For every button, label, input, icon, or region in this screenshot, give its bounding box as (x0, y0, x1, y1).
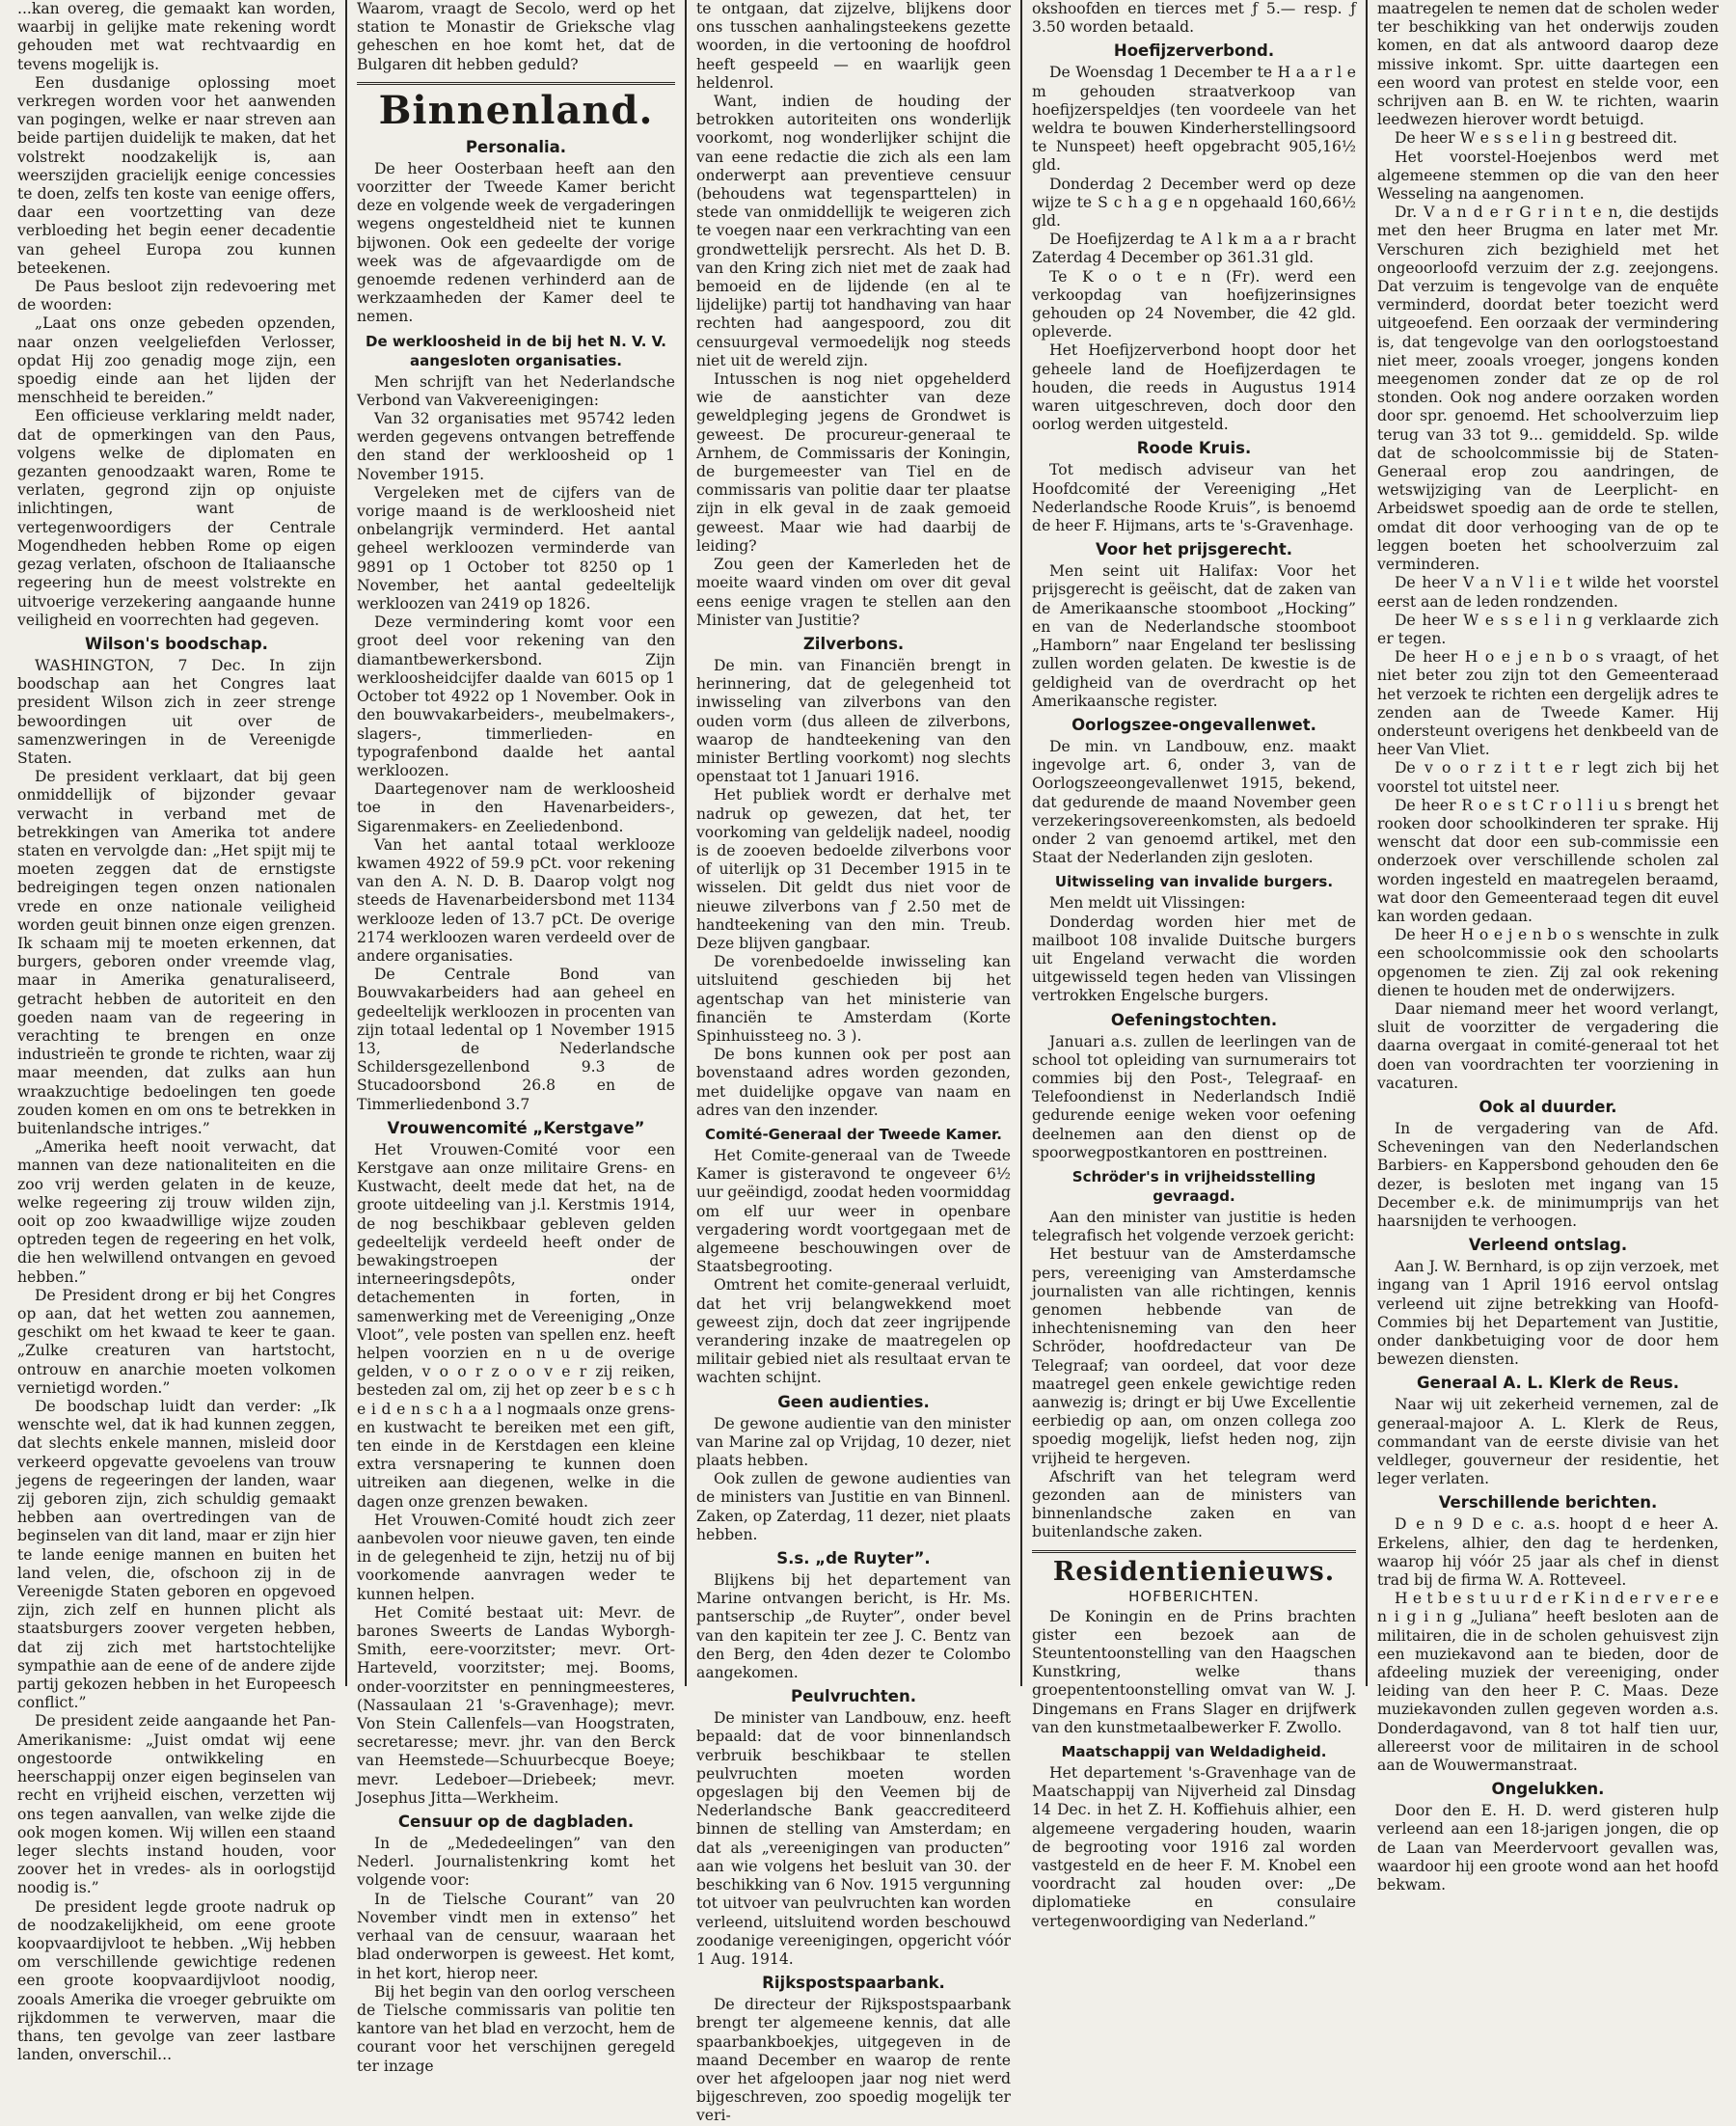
paragraph: De gewone audientie van den minister van Marine zal op Vrijdag, 10 dezer, niet plaats hebben. (696, 1414, 1011, 1470)
paragraph: Het departement 's-Gravenhage van de Maatschappij van Nijverheid zal Dinsdag 14 Dec. in het Z. H. Koffiehuis alhier, een algemeene vergadering houden, waarin de begrooting voor 1916 zal worden vastgesteld en de heer F. M. Knobel een voordracht zal houden over: „De diplomatieke en consulaire vertegenwoordiging van Nederland.” (1032, 1764, 1356, 1930)
paragraph: De president zeide aangaande het Pan-Amerikanisme: „Juist omdat wij eene ongestoorde ontwikkeling en heerschappij onzer eigen beginselen van recht en vrijheid eischen, verzetten wij ons tegen aanvallen, van welke zijde die ook mogen komen. Wij willen een staand leger slechts instand houden, voor zoover het in vredes- als in oorlogstijd noodig is.” (17, 1712, 336, 1897)
paragraph: Bij het begin van den oorlog verscheen de Tielsche commissaris van politie ten kantore van het blad en verzocht, hem de courant voor het verschijnen geregeld ter inzage (357, 1982, 675, 2075)
paragraph: De heer Oosterbaan heeft aan den voorzitter der Tweede Kamer bericht deze en volgende week de vergaderingen wegens ongesteldheid niet te kunnen bijwonen. Ook een gedeelte der vorige week was de afgevaardigde om de genoemde redenen verhinderd aan de werkzaamheden der Kamer deel te nemen. (357, 159, 675, 326)
subsection-label: HOFBERICHTEN. (1128, 1587, 1260, 1605)
paragraph: Het Vrouwen-Comité houdt zich zeer aanbevolen voor nieuwe gaven, ten einde in de gelegenheid te zijn, hetzij nu of bij voorkomende aanvragen weder te kunnen helpen. (357, 1511, 675, 1603)
paragraph: De minister van Landbouw, enz. heeft bepaald: dat de voor binnenlandsch verbruik beschikbaar te stellen peulvruchten moeten worden opgeslagen bij den Veemen bij de Nederlandsche Bank geaccrediteerd binnen de stelling van Amsterdam; en dat als „vereenigingen van producten” aan wie volgens het besluit van 30. der beschikking van 6 Nov. 1915 vergunning tot uitvoer van peulvruchten kan worden verleend, uitsluitend worden beschouwd zoodanige vereenigingen, opgericht vóór 1 Aug. 1914. (696, 1709, 1011, 1968)
paragraph: Het publiek wordt er derhalve met nadruk op gewezen, dat het, ter voorkoming van geldelijk nadeel, noodig is de zooeven bedoelde zilverbons voor of uiterlijk op 31 December 1915 in te wisselen. Dit geldt dus niet voor de nieuwe zilverbons van ƒ 2.50 met de handteekening van den min. Treub. Deze blijven gangbaar. (696, 786, 1011, 952)
paragraph: De heer H o e j e n b o s vraagt, of het niet beter zou zijn tot den Gemeenteraad het verzoek te richten een dergelijk adres te zenden aan de Tweede Kamer. Hij ondersteunt overigens het denkbeeld van de heer Van Vliet. (1377, 648, 1719, 759)
paragraph: De President drong er bij het Congres op aan, dat het wetten zou aannemen, geschikt om het kwaad te keer te gaan. „Zulke creaturen van hartstocht, ontrouw en anarchie moeten volkomen vernietigd worden.” (17, 1286, 336, 1397)
section-heading: Peulvruchten. (791, 1687, 916, 1706)
paragraph: Men meldt uit Vlissingen: (1049, 894, 1246, 913)
paragraph: WASHINGTON, 7 Dec. In zijn boodschap aan het Congres laat president Wilson zich in zeer strenge bewoordingen uit over de samenzweringen in de Vereenigde Staten. (17, 656, 336, 767)
paragraph: Door den E. H. D. werd gisteren hulp verleend aan een 18-jarigen jongen, die op de Laan van Meerdervoort gevallen was, waardoor hij een groote wond aan het hoofd bekwam. (1377, 1802, 1719, 1894)
paragraph: te ontgaan, dat zijzelve, blijkens door ons tusschen aanhalingsteekens gezette woorden, in die vertooning de hoofdrol heeft gespeeld — en waarlijk geen heldenrol. (696, 0, 1011, 92)
paragraph: Het bestuur van de Amsterdamsche pers, vereeniging van Amsterdamsche journalisten van alle richtingen, kennis genomen hebbende van de inhechtenisneming van den heer Schröder, hoofdredacteur van De Telegraaf; van oordeel, dat voor deze maatregel geen enkele gewichtige reden aanwezig is; dringt er bij Uwe Excellentie eerbiedig op aan, om onzen collega zoo spoedig mogelijk, liefst heden nog, zijn vrijheid te hergeven. (1032, 1245, 1356, 1467)
paragraph: Zou geen der Kamerleden het de moeite waard vinden om over dit geval eens eenige vragen te stellen aan den Minister van Justitie? (696, 556, 1011, 629)
paragraph: In de vergadering van de Afd. Scheveningen van den Nederlandschen Barbiers- en Kappersbond gehouden den 6e dezer, is besloten met ingang van 15 December e.k. de minimumprijs van het haarsnijden te verhoogen. (1377, 1119, 1719, 1230)
paragraph: Het voorstel-Hoejenbos werd met algemeene stemmen op die van den heer Wesseling na aangenomen. (1377, 148, 1719, 204)
paragraph: Waarom, vraagt de Secolo, werd op het station te Monastir de Grieksche vlag geheschen en hoe komt het, dat de Bulgaren dit hebben geduld? (357, 0, 675, 73)
paragraph: Van het aantal totaal werklooze kwamen 4922 of 59.9 pCt. voor rekening van den A. N. D. B. Daarop volgt nog steeds de Havenarbeidersbond met 1134 werklooze leden of 13.7 pCt. De overige 2174 werkloozen waren verdeeld over de andere organisaties. (357, 835, 675, 965)
section-heading: Ook al duurder. (1478, 1097, 1617, 1116)
paragraph: Het Vrouwen-Comité voor een Kerstgave aan onze militaire Grens- en Kustwacht, deelt mede dat het, na de groote uitdeeling van j.l. Kerstmis 1914, de nog beschikbaar gebleven gelden gedeeltelijk verdeeld heeft onder de bewakingstroepen der interneeringsdepôts, onder detachementen in forten, in samenwerking met de Vereeniging „Onze Vloot”, vele posten van spellen enz. heeft helpen voorzien en n u de overige gelden, v o o r z o o v e r zij reiken, besteden zal om, zij het op zeer b e s c h e i d e n s c h a a l nogmaals onze grens- en kustwacht te bereiken met een gift, ten einde in de Kerstdagen een kleine extra versnapering te kunnen doen uitreiken aan diegenen, welke in die dagen onze grenzen bewaken. (357, 1140, 675, 1511)
paragraph: Donderdag 2 December werd op deze wijze te S c h a g e n opgehaald 160,66½ gld. (1032, 175, 1356, 231)
paragraph: Het Hoefijzerverbond hoopt door het geheele land de Hoefijzerdagen te houden, die reeds in Augustus 1914 waren uitgeschreven, doch door den oorlog werden uitgesteld. (1032, 341, 1356, 434)
paragraph: ...kan overeg, die gemaakt kan worden, waarbij in gelijke mate rekening wordt gehouden met wat rechtvaardig en tevens mogelijk is. (17, 0, 336, 73)
paragraph: Vergeleken met de cijfers van de vorige maand is de werkloosheid niet onbelangrijk verminderd. Het aantal geheel werkloozen verminderde van 9891 op 1 October tot 8250 op 1 November, het aantal gedeeltelijk werkloozen van 2419 op 1826. (357, 483, 675, 613)
section-heading: Schröder's in vrijheidsstelling gevraagd. (1071, 1167, 1316, 1205)
paragraph: D e n 9 D e c. a.s. hoopt d e heer A. Erkelens, alhier, den dag te herdenken, waarop hij vóór 25 jaar als chef in dienst trad bij de firma W. A. Rotteveel. (1377, 1515, 1719, 1590)
paragraph: Daartegenover nam de werkloosheid toe in den Havenarbeiders-, Sigarenmakers- en Zeeliedenbond. (357, 780, 675, 835)
paragraph: De president legde groote nadruk op de noodzakelijkheid, om eene groote koopvaardijvloot te hebben. „Wij hebben om verschillende gewichtige redenen een groote koopvaardijvloot noodig, zooals Amerika die vroeger gebruikte om rijkdommen te verwerven, maar die thans, ten gevolge van zeer lastbare landen, onverschil... (17, 1897, 336, 2064)
section-heading: Personalia. (465, 137, 567, 156)
section-heading: Geen audienties. (777, 1392, 930, 1411)
paragraph: „Laat ons onze gebeden opzenden, naar onzen veelgeliefden Verlosser, opdat Hij zoo genadig moge zijn, een spoedig einde aan het lijden der menschheid te bereiden.” (17, 314, 336, 407)
paragraph: Aan den minister van justitie is heden telegrafisch het volgende verzoek gericht: (1032, 1208, 1356, 1245)
section-heading: Zilverbons. (802, 634, 905, 653)
paragraph: De Paus besloot zijn redevoering met de woorden: (17, 278, 336, 314)
paragraph: Daar niemand meer het woord verlangt, sluit de voorzitter de vergadering die daarna overgaat in comité-generaal tot het doen van voordrachten ter voorziening in vacaturen. (1377, 999, 1719, 1092)
paragraph: De vorenbedoelde inwisseling kan uitsluitend geschieden bij het agentschap van het ministerie van financiën te Amsterdam (Korte Spinhuissteeg no. 3 ). (696, 953, 1011, 1045)
paragraph: Naar wij uit zekerheid vernemen, zal de generaal-majoor A. L. Klerk de Reus, commandant van de eerste divisie van het veldleger, gouverneur der residentie, het leger verlaten. (1377, 1396, 1719, 1488)
paragraph: Een dusdanige oplossing moet verkregen worden voor het aanwenden van pogingen, welke er naar streven aan beide partijen duidelijk te maken, dat het volstrekt noodzakelijk is, aan weerszijden gracielijk eenige concessies te doen, zelfs ten koste van eenige offers, daar een voortzetting van deze verbloeding het begin eener decadentie van geheel Europa zou kunnen beteekenen. (17, 73, 336, 277)
paragraph: Van 32 organisaties met 95742 leden werden gegevens ontvangen betreffende den stand der werkloosheid op 1 November 1915. (357, 410, 675, 483)
paragraph: Donderdag worden hier met de mailboot 108 invalide Duitsche burgers uit Engeland verwacht die worden uitgewisseld tegen heden van Vlissingen vertrokken Engelsche burgers. (1032, 913, 1356, 1005)
paragraph: Januari a.s. zullen de leerlingen van de school tot opleiding van surnumerairs tot commies bij den Post-, Telegraaf- en Telefoondienst in Nederlandsch Indië gedurende eenige weken voor oefening deelnemen aan den dienst op de spoorwegpostkantoren en posttreinen. (1032, 1032, 1356, 1161)
paragraph: De heer W e s s e l i n g bestreed dit. (1395, 129, 1678, 148)
paragraph: Blijkens bij het departement van Marine ontvangen bericht, is Hr. Ms. pantserschip „de Ruyter”, onder bevel van den kapitein ter zee J. C. Bentz van den Berg, den 4den dezer te Colombo aangekomen. (696, 1571, 1011, 1682)
section-heading: Wilson's boodschap. (85, 634, 268, 653)
section-heading: Hoefijzerverbond. (1113, 41, 1275, 61)
paragraph: maatregelen te nemen dat de scholen weder ter beschikking van het onderwijs zouden komen, en dat als antwoord daarop deze missive inkomt. Spr. uitte daartegen een een woord van protest en stelde voor, een schrijven aan B. en W. te richten, waarin leedwezen hierover wordt betuigd. (1377, 0, 1719, 129)
paragraph: In de Tielsche Courant” van 20 November vindt men in extenso” het verhaal van de censuur, waaraan het blad onderworpen is geweest. Het komt, in het kort, hierop neer. (357, 1890, 675, 1982)
paragraph: De Koningin en de Prins brachten gister een bezoek aan de Steuntentoonstelling van den Haagschen Kunstkring, welke thans groepententoonstelling omvat van W. J. Dingemans en Frans Slager en drijfwerk van den kunstmetaalbewerker F. Zwollo. (1032, 1607, 1356, 1736)
column-5 (1368, 0, 1728, 1894)
paragraph: Een officieuse verklaring meldt nader, dat de opmerkingen van den Paus, volgens welke de diplomaten en gezanten genoodzaakt waren, Rome te verlaten, gegrond zijn op onjuiste inlichtingen, want de vertegenwoordigers der Centrale Mogendheden hebben Rome op eigen gezag verlaten, ofschoon de Italiaansche regeering hun de meest volstrekte en uitvoerige verzekering aangaande hunne veiligheid en voorrechten had gegeven. (17, 407, 336, 629)
section-heading: Verschillende berichten. (1438, 1493, 1658, 1513)
column-4 (1022, 0, 1368, 1930)
column-3 (687, 0, 1022, 2125)
paragraph: Aan J. W. Bernhard, is op zijn verzoek, met ingang van 1 April 1916 eervol ontslag verleend uit zijne betrekking van Hoofd-Commies bij het Departement van Justitie, onder dankbetuiging voor de door hem bewezen diensten. (1377, 1258, 1719, 1369)
paragraph: Omtrent het comite-generaal verluidt, dat het vrij belangwekkend moet geweest zijn, doch dat zeer ingrijpende verandering inzake de maatregelen op militair gebied niet als resultaat ervan te wachten schijnt. (696, 1276, 1011, 1387)
paragraph: „Amerika heeft nooit verwacht, dat mannen van deze nationaliteiten en die zoo vrij werden gelaten in de keuze, welke regeering zij trouw wilden zijn, ooit op zoo kwaadwillige wijze zouden optreden tegen de regeering en het volk, die hen welwillend ontvangen en gevoed hebben.” (17, 1138, 336, 1286)
paragraph: Men seint uit Halifax: Voor het prijsgerecht is geëischt, dat de zaken van de Amerikaansche stoomboot „Hocking” en van de Nederlandsche stoomboot „Hamborn” naar Engeland ter beslissing zullen worden gelaten. De kwestie is de geldigheid van de overdracht op het Amerikaansche register. (1032, 562, 1356, 710)
paragraph: In de „Mededeelingen” van den Nederl. Journalistenkring komt het volgende voor: (357, 1835, 675, 1890)
paragraph: De heer W e s s e l i n g verklaarde zich er tegen. (1377, 611, 1719, 647)
paragraph: Intusschen is nog niet opgehelderd wie de aanstichter van deze geweldpleging jegens de Grondwet is geweest. De procureur-generaal te Arnhem, de Commissaris der Koningin, de burgemeester van Tiel en de commissaris van politie daar ter plaatse zijn in elk geval in de zaak gemoeid geweest. Maar wie had daarbij de leiding? (696, 370, 1011, 555)
paragraph: Afschrift van het telegram werd gezonden aan de ministers van binnenlandsche zaken en van buitenlandsche zaken. (1032, 1467, 1356, 1541)
paragraph: De boodschap luidt dan verder: „Ik wenschte wel, dat ik had kunnen zeggen, dat slechts enkele mannen, misleid door verkeerd opgevatte gevoelens van trouw jegens de regeeringen der landen, waar zij geboren zijn, zich schuldig gemaakt hebben aan overtredingen van de beginselen van dit land, maar er zijn hier te lande eenige mannen en buiten het land velen, die, ofschoon zij in de Vereenigde Staten geboren en opgevoed zijn, zich zelf en hunnen plicht als staatsburgers zoover vergeten hebben, dat zij zich met hartstochtelijke sympathie aan de eene of de andere zijde partij gekozen hebben in het Europeesch conflict.” (17, 1398, 336, 1712)
section-heading: Oorlogszee-ongevallenwet. (1071, 715, 1316, 734)
section-heading: Maatschappij van Weldadigheid. (1061, 1743, 1327, 1761)
section-heading: Censuur op de dagbladen. (397, 1813, 635, 1832)
section-heading: Ongelukken. (1491, 1780, 1605, 1799)
section-heading: Oefeningstochten. (1110, 1010, 1278, 1029)
column-2 (347, 0, 687, 2075)
paragraph: Dr. V a n d e r G r i n t e n, die destijds met den heer Brugma en later met Mr. Verschuren zich bezighield met het ongeoorloofd verzuim der z.g. zeejongens. Dat verzuim is tengevolge van de enquête verminderd, doordat beter toezicht werd uitgeoefend. Een oorzaak der vermindering is, dat tengevolge van den oorlogstoestand niet meer, zooals vroeger, jongens konden meegenomen zonder dat ze op de rol stonden. Ook nog andere oorzaken worden door spr. genoemd. Het schoolverzuim liep terug van 33 tot 9... gemiddeld. Sp. wilde dat de schoolcommissie bij de Staten-Generaal erop zou aandringen, de wetswijziging van de Leerplicht- en Arbeidswet spoedig aan de orde te stellen, omdat dit door verhooging van de op te leggen boeten het schoolverzuim zal verminderen. (1377, 204, 1719, 574)
paragraph: Ook zullen de gewone audienties van de ministers van Justitie en van Binnenl. Zaken, op Zaterdag, 11 dezer, niet plaats hebben. (696, 1470, 1011, 1543)
section-heading: Verleend ontslag. (1468, 1236, 1628, 1255)
paragraph: De directeur der Rijkspostspaarbank brengt ter algemeene kennis, dat alle spaarbankboekjes, uitgegeven in de maand December en waarop de rente over het afgeloopen jaar nog niet werd bijgeschreven, zoo spoedig mogelijk ter veri- (696, 1996, 1011, 2125)
section-heading: Roode Kruis. (1136, 439, 1252, 458)
section-heading: Rijkspostspaarbank. (762, 1974, 945, 1993)
section-masthead-residentienieuws: Residentienieuws. (1032, 1550, 1356, 1588)
paragraph: De heer H o e j e n b o s wenschte in zulk een schoolcommissie ook den schoolarts opgenomen te zien. Zij zal ook rekening dienen te houden met de onderwijzers. (1377, 926, 1719, 999)
section-heading: S.s. „de Ruyter”. (776, 1549, 931, 1568)
paragraph: Het Comite-generaal van de Tweede Kamer is gisteravond te ongeveer 6½ uur geëindigd, zoodat heden voormiddag om elf uur weer in openbare vergadering wordt voortgegaan met de algemeene beschouwingen over de Staatsbegrooting. (696, 1146, 1011, 1276)
column-1 (8, 0, 347, 2064)
section-heading: De werkloosheid in de bij het N. V. V. aangesloten organisaties. (366, 332, 666, 369)
paragraph: Deze vermindering komt voor een groot deel voor rekening van den diamantbewerkersbond. Zijn werkloosheidcijfer daalde van 6015 op 1 October tot 4922 op 1 November. Ook in den bouwvakarbeiders-, meubelmakers-, slagers-, timmerlieden- en typografenbond daalde het aantal werkloozen. (357, 613, 675, 779)
section-heading: Voor het prijsgerecht. (1095, 540, 1293, 559)
paragraph: De min. van Financiën brengt in herinnering, dat de gelegenheid tot inwisseling van zilverbons van den ouden vorm (dus alleen de zilverbons, waarop de handteekening van den minister Bertling voorkomt) nog slechts openstaat tot 1 Januari 1916. (696, 656, 1011, 786)
section-heading: Comité-Generaal der Tweede Kamer. (705, 1125, 1002, 1143)
paragraph: Tot medisch adviseur van het Hoofdcomité der Vereeniging „Het Nederlandsche Roode Kruis”, is benoemd de heer F. Hijmans, arts te 's-Gravenhage. (1032, 461, 1356, 535)
paragraph: De Hoefijzerdag te A l k m a a r bracht Zaterdag 4 December op 361.31 gld. (1032, 231, 1356, 267)
paragraph: De heer V a n V l i e t wilde het voorstel eerst aan de leden rondzenden. (1377, 574, 1719, 611)
paragraph: Te K o o t e n (Fr). werd een verkoopdag van hoefijzerinsignes gehouden op 24 November, die 42 gld. opleverde. (1032, 267, 1356, 341)
section-heading: Generaal A. L. Klerk de Reus. (1416, 1374, 1680, 1393)
paragraph: Want, indien de houding der betrokken autoriteiten ons wonderlijk voorkomt, nog wonderlijker schijnt die van eene redactie die zich als een lam onderwerpt aan preventieve censuur (behoudens wat tegensparttelen) in stede van onmiddellijk te weigeren zich te voegen naar een verkrachting van een grondwettelijk persrecht. Als het D. B. van den Kring zich niet met de zaak had bemoeid en de lijdende (en al te lijdelijke) partij tot handhaving van haar rechten had aangespoord, zou dit censuurgeval vermoedelijk nog steeds niet uit de wereld zijn. (696, 93, 1011, 369)
paragraph: De bons kunnen ook per post aan bovenstaand adres worden gezonden, met duidelijke opgave van naam en adres van den inzender. (696, 1046, 1011, 1119)
paragraph: Men schrijft van het Nederlandsche Verbond van Vakvereenigingen: (357, 372, 675, 409)
paragraph: H e t b e s t u u r d e r K i n d e r v e r e e n i g i n g „Juliana” heeft besloten aan de militairen, die in de scholen gehuisvest zijn een muziekavond aan te bieden, door de afdeeling muziek der vereeniging, onder leiding van den heer P. C. Maas. Deze muziekavonden zullen gegeven worden a.s. Donderdagavond, van 8 tot half tien uur, allereerst voor de militairen in de school aan de Wouwermanstraat. (1377, 1590, 1719, 1775)
paragraph: De Centrale Bond van Bouwvakarbeiders had aan geheel en gedeeltelijk werkloozen in procenten van zijn totaal ledental op 1 November 1915 13, de Nederlandsche Schildersgezellenbond 9.3 de Stucadoorsbond 26.8 en de Timmerliedenbond 3.7 (357, 966, 675, 1113)
paragraph: De Woensdag 1 December te H a a r l e m gehouden straatverkoop van hoefijzerspeldjes (ten voordeele van het weldra te bouwen Kinderherstellingsoord te Nunspeet) heeft opgebracht 905,16½ gld. (1032, 64, 1356, 175)
paragraph: De min. vn Landbouw, enz. maakt ingevolge art. 6, onder 3, van de Oorlogszeeongevallenwet 1915, bekend, dat gedurende de maand November geen verzekeringsovereenkomsten, als bedoeld onder 2 van genoemd artikel, met den Staat der Nederlanden zijn gesloten. (1032, 737, 1356, 867)
section-masthead-binnenland: Binnenland. (357, 82, 675, 133)
paragraph: Het Comité bestaat uit: Mevr. de barones Sweerts de Landas Wyborgh-Smith, eere-voorzitster; mevr. Ort-Harteveld, voorzitster; mej. Booms, onder-voorzitster en penningmeesteres, (Nassaulaan 21 's-Gravenhage); mevr. Von Stein Callenfels—van Hoogstraten, secretaresse; mevr. jhr. van den Berck van Heemstede—Schuurbecque Boeye; mevr. Ledeboer—Driebeek; mevr. Josephus Jitta—Werkheim. (357, 1603, 675, 1807)
section-heading: Vrouwencomité „Kerstgave” (387, 1118, 645, 1137)
paragraph: okshoofden en tierces met ƒ 5.— resp. ƒ 3.50 worden betaald. (1032, 0, 1356, 37)
paragraph: De president verklaart, dat bij geen onmiddellijk of bijzonder gevaar verwacht in verband met de betrekkingen van Amerika tot andere staten en vervolgde dan: „Het spijt mij te moeten zeggen dat de ernstigste bedreigingen tegen onzen nationalen vrede en onze nationale veiligheid worden geuit binnen onze eigen grenzen. Ik schaam mij te moeten erkennen, dat burgers, geboren onder vreemde vlag, maar in Amerika genaturaliseerd, getracht hebben de autoriteit en den goeden naam van de regeering in verachting te brengen en onze industrieën te gronde te richten, waar zij maar meenden, dat zulks aan hun wraakzuchtige bedoelingen ten goede zouden komen en om ons te betrekken in buitenlandsche intriges.” (17, 768, 336, 1137)
paragraph: De heer R o e s t C r o l l i u s brengt het rooken door schoolkinderen ter sprake. Hij wenscht dat door een sub-commissie een onderzoek over verschillende scholen zal worden ingesteld en maatregelen beraamd, wat door den Gemeenteraad tegen dit euvel kan worden gedaan. (1377, 796, 1719, 925)
section-heading: Uitwisseling van invalide burgers. (1054, 873, 1334, 891)
paragraph: De v o o r z i t t e r legt zich bij het voorstel tot uitstel neer. (1377, 759, 1719, 796)
